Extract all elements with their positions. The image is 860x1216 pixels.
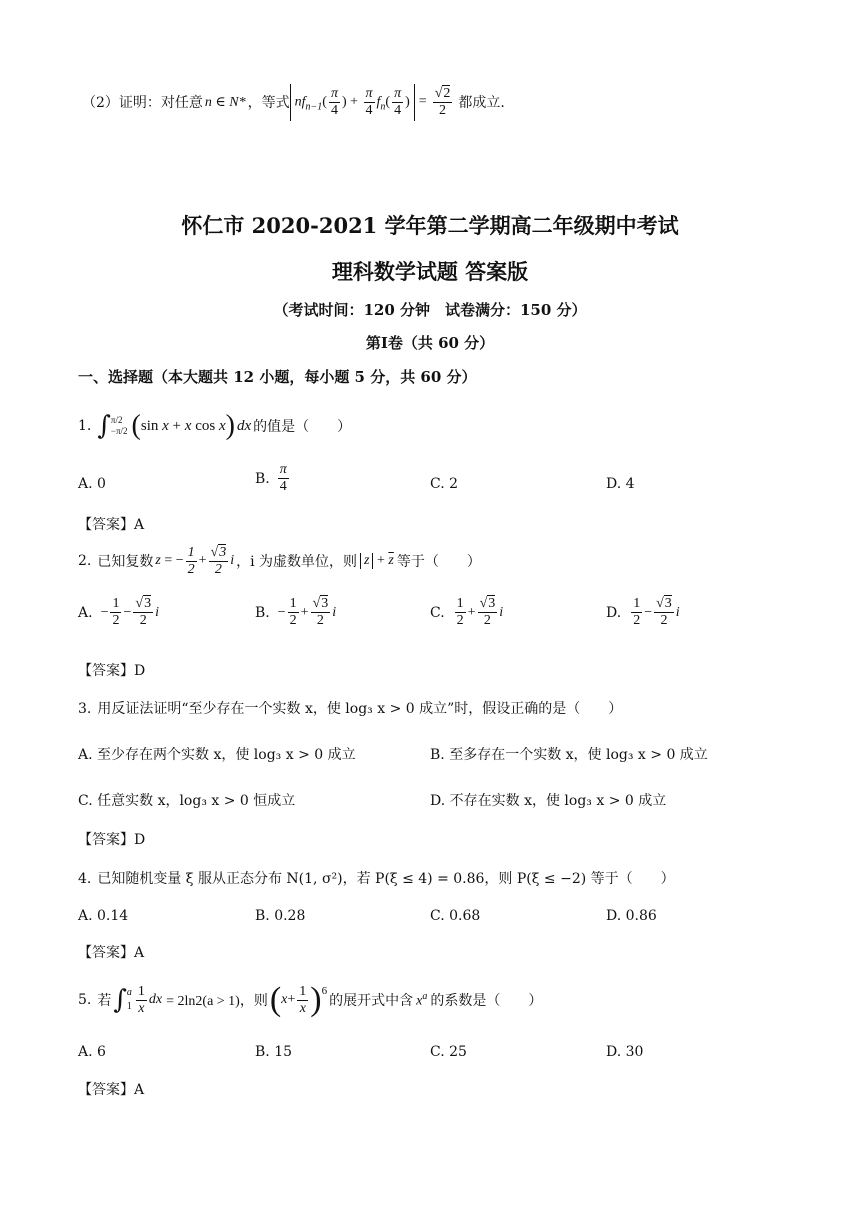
q4-option-d: D. 0.86 (606, 908, 657, 924)
q1-stem-tail: 的值是（ ） (253, 419, 352, 435)
q4-option-c: C. 0.68 (430, 908, 481, 924)
q1-option-d: D. 4 (606, 476, 635, 492)
question-5: 5. 若 ∫ a 1 $\frac{1}{x}$ dx = 2ln2(a > 1)，则 ( x + $\frac{1}{x}$ ) 6 的展开式中含 $x^a$ 的系数是（ ） (78, 981, 543, 1018)
q4-option-a: A. 0.14 (78, 908, 129, 924)
part-label: 第Ⅰ卷（共 60 分） (365, 334, 495, 352)
q2-option-a: A. − $\frac{1}{2}$ − $\frac{√3}{2}$ i (78, 596, 159, 628)
q2-z-def: z = − $\frac{1}{2}$ + $\frac{√3}{2}$ i (155, 544, 235, 577)
question-1 (78, 400, 351, 452)
proof-label: （2）证明：对任意 (82, 95, 203, 111)
proof-item-2: （2）证明：对任意 n ∈ N* ，等式 $nf_{n-1}$( $\frac{\pi}{4}$ ) + $\frac{\pi}{4}$ $f_n$( $\frac{\pi}{4}$ ) = $\frac{√2}{2}$ 都成立. (82, 80, 505, 124)
proof-formula: $nf_{n-1}$( $\frac{\pi}{4}$ ) + $\frac{\pi}{4}$ $f_n$( $\frac{\pi}{4}$ ) (290, 84, 415, 121)
q5-option-d: D. 30 (606, 1044, 644, 1060)
q5-option-a: A. 6 (78, 1044, 106, 1060)
question-4: 4. 已知随机变量 ξ 服从正态分布 N(1, σ²)，若 P(ξ ≤ 4) = 0.86，则 P(ξ ≤ −2) 等于（ ） (78, 871, 675, 887)
q5-option-c: C. 25 (430, 1044, 467, 1060)
proof-rhs: $\frac{√2}{2}$ (434, 85, 451, 118)
q1-number: 1. (78, 418, 92, 434)
q5-power: $x^a$ (416, 990, 428, 1009)
exam-title: 怀仁市 2020-2021 学年第二学期高二年级期中考试 (181, 213, 679, 238)
q5-answer: 【答案】A (78, 1082, 145, 1098)
q1-option-a: A. 0 (78, 476, 106, 492)
section-heading: 一、选择题（本大题共 12 小题，每小题 5 分，共 60 分） (78, 368, 477, 386)
q3-option-b: B. 至多存在一个实数 x，使 log₃ x > 0 成立 (430, 747, 708, 763)
q5-integral: ∫ a 1 $\frac{1}{x}$ dx (113, 983, 163, 1016)
q1-option-b: B. $\frac{\pi}{4}$ (255, 462, 287, 494)
proof-condition: n ∈ N* (204, 94, 246, 110)
q1-option-c: C. 2 (430, 476, 459, 492)
question-2: 2. 已知复数 z = − $\frac{1}{2}$ + $\frac{√3}{2}$ i ，i 为虚数单位，则 $z + \overline{z}$ 等于（ ） (78, 544, 481, 577)
q3-option-a: A. 至少存在两个实数 x，使 log₃ x > 0 成立 (78, 747, 356, 763)
q2-option-c: C. $\frac{1}{2}$ + $\frac{√3}{2}$ i (430, 596, 504, 628)
proof-mid: ，等式 (247, 95, 290, 111)
q4-answer: 【答案】A (78, 945, 145, 961)
q2-option-d: D. $\frac{1}{2}$ − $\frac{√3}{2}$ i (606, 596, 680, 628)
exam-info: （考试时间：120 分钟 试卷满分：150 分） (273, 301, 587, 319)
exam-subtitle: 理科数学试题 答案版 (331, 259, 529, 284)
q2-answer: 【答案】D (78, 663, 146, 679)
q4-option-b: B. 0.28 (255, 908, 306, 924)
q3-answer: 【答案】D (78, 832, 146, 848)
q5-option-b: B. 15 (255, 1044, 293, 1060)
question-3: 3. 用反证法证明“至少存在一个实数 x，使 log₃ x > 0 成立”时，假设正确的是（ ） (78, 701, 623, 717)
q3-option-d: D. 不存在实数 x，使 log₃ x > 0 成立 (430, 793, 667, 809)
q2-option-b: B. − $\frac{1}{2}$ + $\frac{√3}{2}$ i (255, 596, 337, 628)
q1-integral: ∫ π/2 −π/2 ( sin x + x cos x ) dx (97, 410, 252, 441)
q3-option-c: C. 任意实数 x，log₃ x > 0 恒成立 (78, 793, 296, 809)
q5-binomial: ( x + $\frac{1}{x}$ ) 6 (269, 981, 328, 1018)
proof-tail: 都成立. (458, 95, 505, 111)
q2-expression: $z + \overline{z}$ (360, 553, 394, 569)
q1-answer: 【答案】A (78, 517, 145, 533)
